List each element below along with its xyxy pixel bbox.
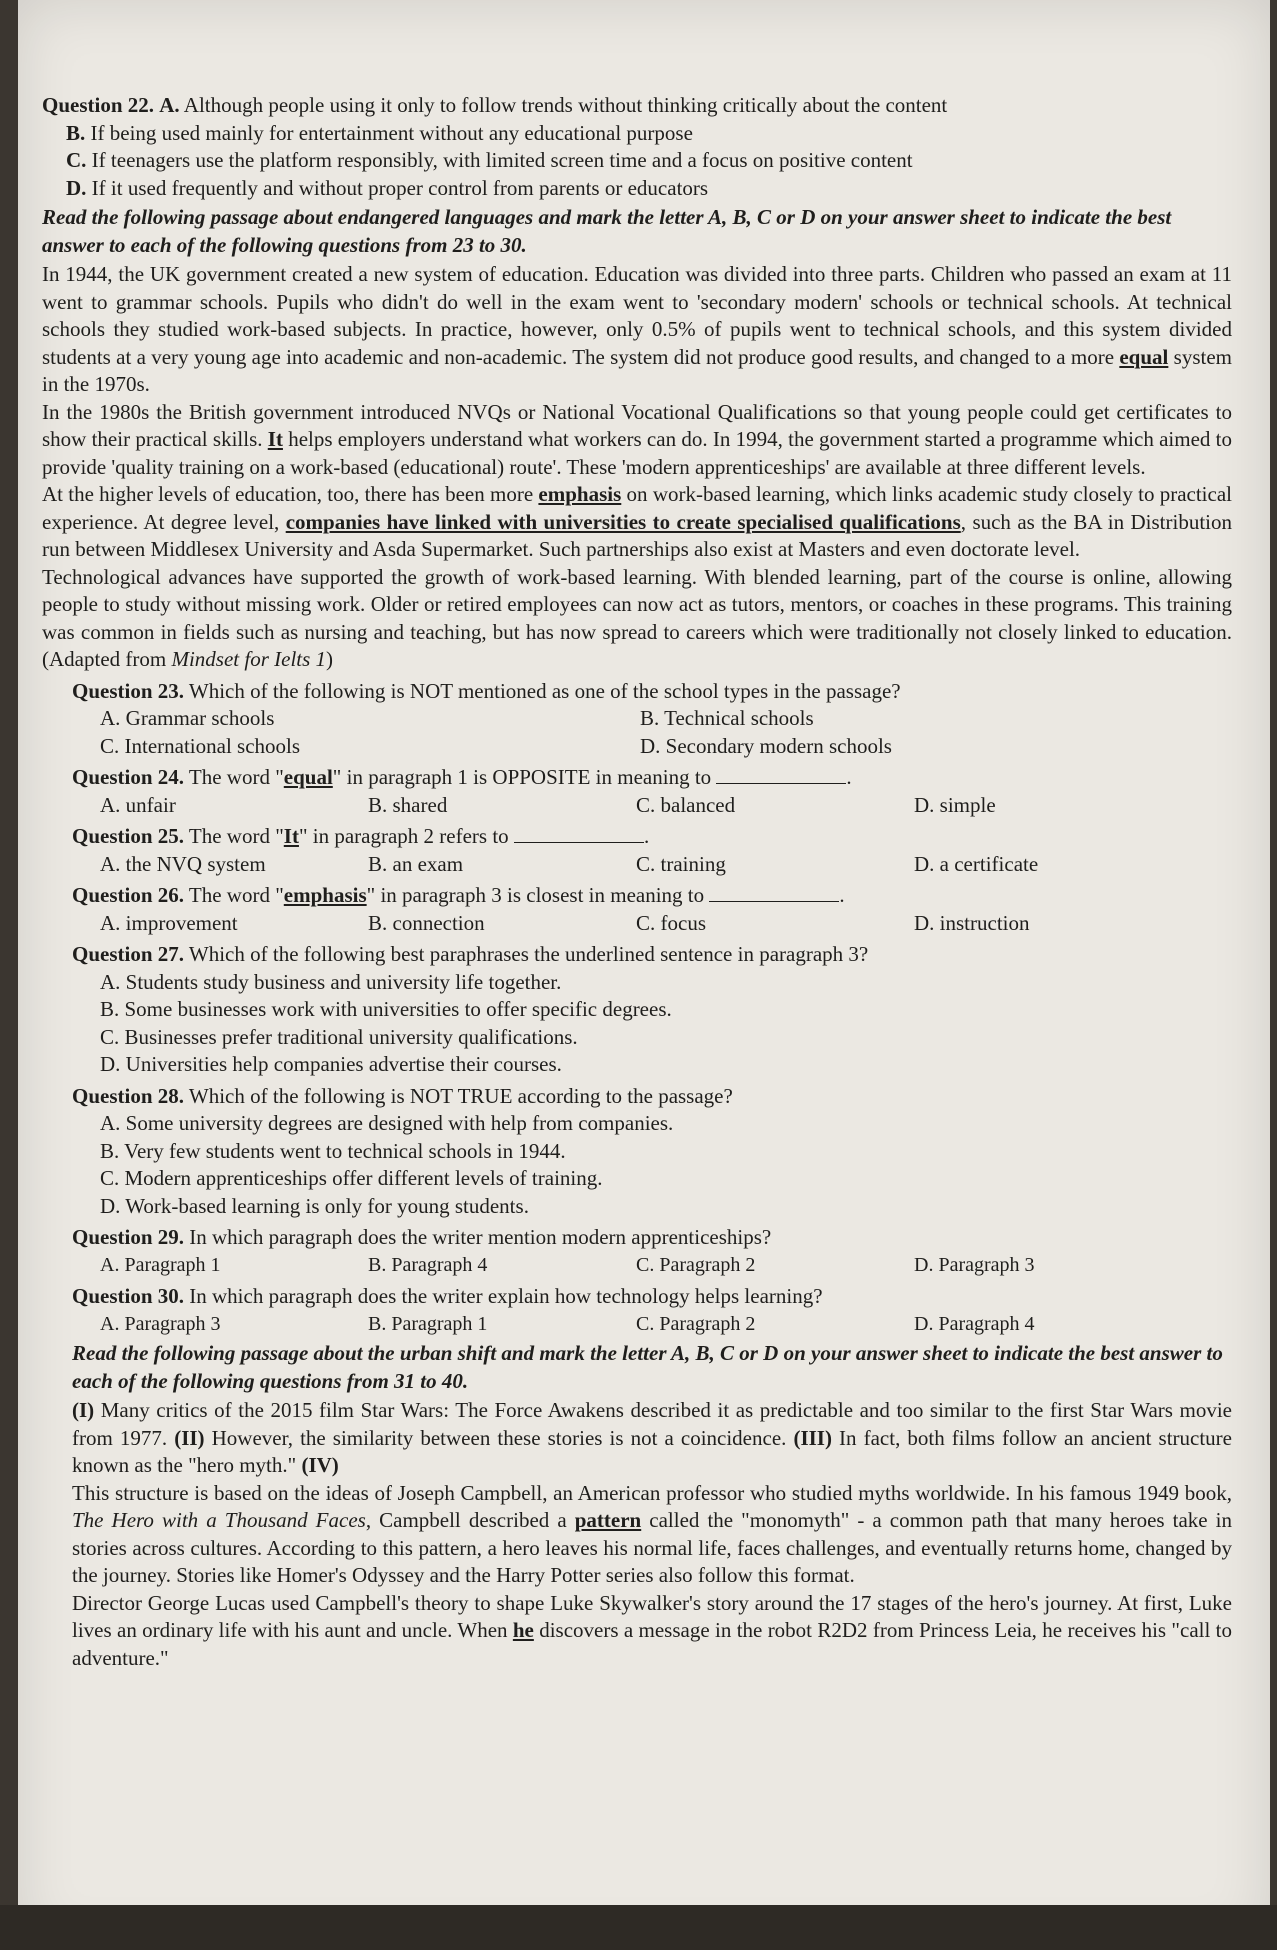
passage-2-paragraph-3: Director George Lucas used Campbell's theory to shape Luke Skywalker's story around the 17 stages of the hero's journey. At first, Luke lives an ordinary life with his aunt and uncle. When he discovers a message in the robot R2D2 from Princess Leia, he receives his "call to adventure."	[72, 1590, 1232, 1670]
option-c[interactable]: C. Paragraph 2	[636, 1312, 756, 1335]
passage-1-instruction: Read the following passage about endangered languages and mark the letter A, B, C or D on your answer sheet to indicate the best answer to each of the following questions from 23 to 30.	[42, 205, 1172, 257]
option-c[interactable]: C. training	[636, 851, 726, 876]
option-a[interactable]: A. Some university degrees are designed with help from companies.	[100, 1111, 674, 1135]
question-23: Question 23. Which of the following is NOT mentioned as one of the school types in the passage? A. Grammar schools B. Technical schools C. International schools D. Secondary modern schools	[42, 678, 1232, 761]
highlighted-word: pattern	[574, 1508, 642, 1532]
question-29: Question 29. In which paragraph does the writer mention modern apprenticeships? A. Paragraph 1 B. Paragraph 4 C. Paragraph 2 D. Paragraph 3	[42, 1224, 1232, 1279]
option-b[interactable]: B. connection	[368, 910, 485, 935]
option-b[interactable]: B. Paragraph 4	[368, 1253, 488, 1276]
question-label: Question 22.	[42, 93, 155, 117]
option-c[interactable]: C. balanced	[636, 792, 736, 817]
option-b[interactable]: B. Paragraph 1	[368, 1312, 488, 1335]
highlighted-word: he	[512, 1618, 534, 1642]
passage-2-paragraph-1: (I) Many critics of the 2015 film Star Wars: The Force Awakens described it as predictable and too similar to the first Star Wars movie from 1977. (II) However, the similarity between these stories is not a coincidence. (III) In fact, both films follow an ancient structure known as the "hero myth." (IV)	[72, 1398, 1232, 1477]
table-surface	[0, 1905, 1277, 1950]
option-a[interactable]: A. improvement	[100, 910, 238, 935]
question-22-option-c: C. If teenagers use the platform responsibly, with limited screen time and a focus on positive content	[66, 148, 913, 172]
underlined-sentence: companies have linked with universities to create specialised qualifications	[285, 509, 961, 534]
option-a[interactable]: A. Paragraph 3	[100, 1312, 221, 1335]
option-a[interactable]: A. unfair	[100, 792, 176, 817]
question-24: Question 24. The word "equal" in paragraph 1 is OPPOSITE in meaning to . A. unfair B. shared C. balanced D. simple	[42, 764, 1232, 819]
highlighted-word: It	[267, 427, 283, 451]
option-d[interactable]: D. Work-based learning is only for young students.	[100, 1193, 529, 1218]
option-c[interactable]: C. focus	[636, 910, 706, 935]
highlighted-word: emphasis	[538, 482, 622, 506]
question-22-option-d: D. If it used frequently and without proper control from parents or educators	[66, 175, 709, 200]
option-a[interactable]: A. Students study business and university life together.	[100, 969, 562, 994]
answer-blank	[716, 765, 846, 784]
passage-2-paragraph-2: This structure is based on the ideas of Joseph Campbell, an American professor who studied myths worldwide. In his famous 1949 book, The Hero with a Thousand Faces, Campbell described a pattern called the "monomyth" - a common path that many heroes take in stories across cultures. According to this pattern, a hero leaves his normal life, faces challenges, and eventually returns home, changed by the journey. Stories like Homer's Odyssey and the Harry Potter series also follow this format.	[72, 1480, 1233, 1587]
option-a[interactable]: A. Paragraph 1	[100, 1253, 221, 1276]
option-c[interactable]: C. Paragraph 2	[636, 1253, 756, 1276]
option-b[interactable]: B. an exam	[368, 851, 464, 876]
passage-2-instruction: Read the following passage about the urban shift and mark the letter A, B, C or D on your answer sheet to indicate the best answer to each of the following questions from 31 to 40.	[72, 1341, 1223, 1393]
highlighted-word: equal	[1119, 344, 1169, 369]
question-30: Question 30. In which paragraph does the writer explain how technology helps learning? A. Paragraph 3 B. Paragraph 1 C. Paragraph 2 D. Paragraph 4	[42, 1283, 1232, 1338]
option-d[interactable]: D. instruction	[914, 910, 1030, 935]
option-b[interactable]: B. Very few students went to technical schools in 1944.	[100, 1138, 566, 1163]
option-a[interactable]: A. Grammar schools	[100, 706, 275, 730]
passage-1-paragraph-1: In 1944, the UK government created a new system of education. Education was divided into three parts. Children who passed an exam at 11 went to grammar schools. Pupils who didn't do well in the exam went to 'secondary modern' schools or technical schools. At technical schools they studied work-based subjects. In practice, however, only 0.5% of pupils went to technical schools, and this system divided students at a very young age into academic and non-academic. The system did not produce good results, and changed to a more equal system in the 1970s.	[42, 262, 1232, 396]
source-credit: (Adapted from Mindset for Ielts 1)	[42, 647, 334, 671]
question-22	[42, 92, 1232, 202]
question-26: Question 26. The word "emphasis" in paragraph 3 is closest in meaning to . A. improvement B. connection C. focus D. instruction	[42, 882, 1232, 937]
question-28: Question 28. Which of the following is NOT TRUE according to the passage? A. Some university degrees are designed with help from companies. B. Very few students went to technical schools in 1944. C. Modern apprenticeships offer different levels of training. D. Work-based learning is only for young students.	[42, 1083, 1232, 1221]
option-d[interactable]: D. Paragraph 3	[914, 1253, 1035, 1276]
option-a[interactable]: A. the NVQ system	[100, 851, 266, 876]
question-22-option-a: Question 22. A. Although people using it only to follow trends without thinking critically about the content	[42, 93, 948, 117]
option-b[interactable]: B. shared	[368, 792, 448, 817]
option-c[interactable]: C. International schools	[100, 733, 301, 758]
option-d[interactable]: D. simple	[914, 792, 996, 817]
option-c[interactable]: C. Modern apprenticeships offer different levels of training.	[100, 1166, 603, 1190]
option-c[interactable]: C. Businesses prefer traditional university qualifications.	[100, 1024, 578, 1049]
passage-1-paragraph-2: In the 1980s the British government introduced NVQs or National Vocational Qualifications so that young people could get certificates to show their practical skills. It helps employers understand what workers can do. In 1994, the government started a programme which aimed to provide 'quality training on a work-based (educational) route'. These 'modern apprenticeships' are available at three different levels.	[42, 399, 1232, 479]
passage-1-paragraph-4: Technological advances have supported the growth of work-based learning. With blended learning, part of the course is online, allowing people to study without missing work. Older or retired employees can now act as tutors, mentors, or coaches in these programs. This training was common in fields such as nursing and teaching, but has now spread to careers which were traditionally not closely linked to education. (Adapted from Mindset for Ielts 1)	[42, 564, 1232, 671]
exam-page	[42, 92, 1232, 1672]
option-b[interactable]: B. Technical schools	[640, 706, 814, 730]
question-25: Question 25. The word "It" in paragraph 2 refers to . A. the NVQ system B. an exam C. training D. a certificate	[42, 823, 1232, 878]
question-22-option-b: B. If being used mainly for entertainment without any educational purpose	[66, 120, 693, 145]
answer-blank	[709, 883, 839, 902]
option-d[interactable]: D. Secondary modern schools	[640, 733, 892, 758]
option-d[interactable]: D. Universities help companies advertise their courses.	[100, 1052, 562, 1076]
option-d[interactable]: D. a certificate	[914, 851, 1039, 876]
option-b[interactable]: B. Some businesses work with universities to offer specific degrees.	[100, 997, 672, 1021]
answer-blank	[514, 824, 644, 843]
question-27: Question 27. Which of the following best paraphrases the underlined sentence in paragraph 3? A. Students study business and university life together. B. Some businesses work with universities to offer specific degrees. C. Businesses prefer traditional university qualifications. D. Universities help companies advertise their courses.	[42, 941, 1232, 1079]
passage-1-paragraph-3: At the higher levels of education, too, there has been more emphasis on work-based learning, which links academic study closely to practical experience. At degree level, companies have linked with universities to create specialised qualifications, such as the BA in Distribution run between Middlesex University and Asda Supermarket. Such partnerships also exist at Masters and even doctorate level.	[42, 482, 1232, 561]
option-d[interactable]: D. Paragraph 4	[914, 1312, 1035, 1335]
